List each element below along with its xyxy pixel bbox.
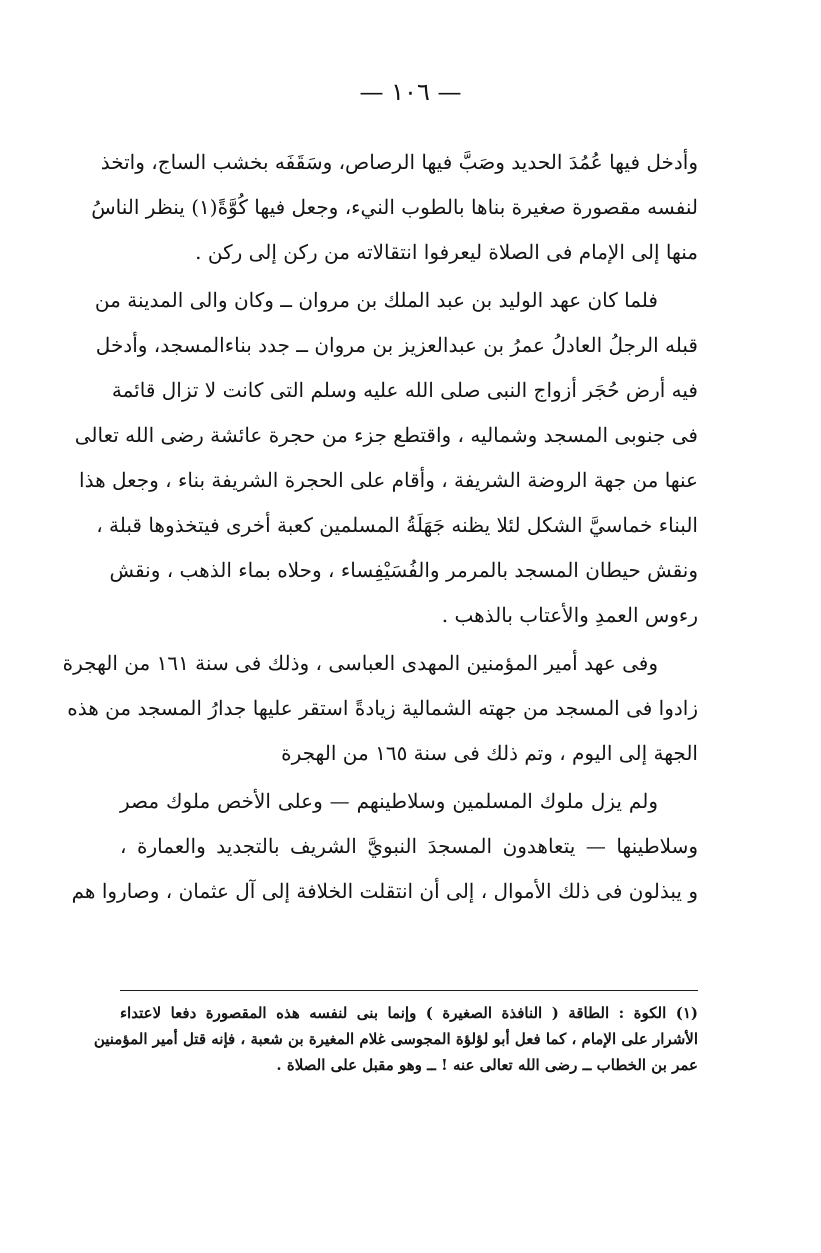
footnote	[93, 1000, 698, 1078]
text-line: فيه أرض حُجَر أزواج النبى صلى الله عليه وسلم التى كانت لا تزال قائمة	[111, 378, 698, 402]
main-text	[62, 140, 698, 914]
text-line: منها إلى الإمام فى الصلاة ليعرفوا انتقالاته من ركن إلى ركن .	[195, 240, 698, 264]
text-line: وسلاطينها — يتعاهدون المسجدَ النبويَّ الشريف بالتجديد والعمارة ،	[120, 834, 698, 858]
footnote-divider	[120, 990, 698, 991]
text-line: البناء خماسيَّ الشكل لئلا يظنه جَهَلَةُ المسلمين كعبة أخرى فيتخذوها قبلة ،	[96, 513, 698, 537]
paragraph-start-line: فلما كان عهد الوليد بن عبد الملك بن مروان ــ وكان والى المدينة من	[94, 288, 658, 312]
page-number: — ١٠٦ —	[359, 78, 462, 106]
text-line: عنها من جهة الروضة الشريفة ، وأقام على الحجرة الشريفة بناء ، وجعل هذا	[79, 468, 698, 492]
text-line: و يبذلون فى ذلك الأموال ، إلى أن انتقلت الخلافة إلى آل عثمان ، وصاروا هم	[71, 879, 698, 903]
text-line: فى جنوبى المسجد وشماليه ، واقتطع جزء من حجرة عائشة رضى الله تعالى	[74, 423, 698, 447]
paragraph-start-line: وفى عهد أمير المؤمنين المهدى العباسى ، وذلك فى سنة ١٦١ من الهجرة	[62, 651, 658, 675]
footnote-line: الأشرار على الإمام ، كما فعل أبو لؤلؤة المجوسى غلام المغيرة بن شعبة ، فإنه قتل أمير المؤمنين	[93, 1030, 698, 1048]
footnote-line: (١) الكوة : الطاقة ( النافذة الصغيرة ) وإنما بنى لنفسه هذه المقصورة دفعا لاعتداء	[120, 1004, 698, 1022]
text-line: الجهة إلى اليوم ، وتم ذلك فى سنة ١٦٥ من الهجرة	[281, 741, 698, 765]
text-line: ونقش حيطان المسجد بالمرمر والفُسَيْفِساء ، وحلاه بماء الذهب ، ونقش	[109, 558, 698, 582]
footnote-line: عمر بن الخطاب ــ رضى الله تعالى عنه ! ــ وهو مقبل على الصلاة .	[276, 1056, 698, 1074]
paragraph-start-line: ولم يزل ملوك المسلمين وسلاطينهم — وعلى الأخص ملوك مصر	[120, 789, 658, 813]
text-line: لنفسه مقصورة صغيرة بناها بالطوب النيء، وجعل فيها كُوَّةً(١) ينظر الناسُ	[91, 195, 698, 219]
text-line: قبله الرجلُ العادلُ عمرُ بن عبدالعزيز بن مروان ــ جدد بناءالمسجد، وأدخل	[95, 333, 698, 357]
text-line: زادوا فى المسجد من جهته الشمالية زيادةً استقر عليها جدارُ المسجد من هذه	[67, 696, 698, 720]
text-line: رءوس العمدِ والأعتاب بالذهب .	[441, 603, 698, 627]
text-line: وأدخل فيها عُمُدَ الحديد وصَبَّ فيها الرصاص، وسَقَفَه بخشب الساج، واتخذ	[100, 150, 698, 174]
